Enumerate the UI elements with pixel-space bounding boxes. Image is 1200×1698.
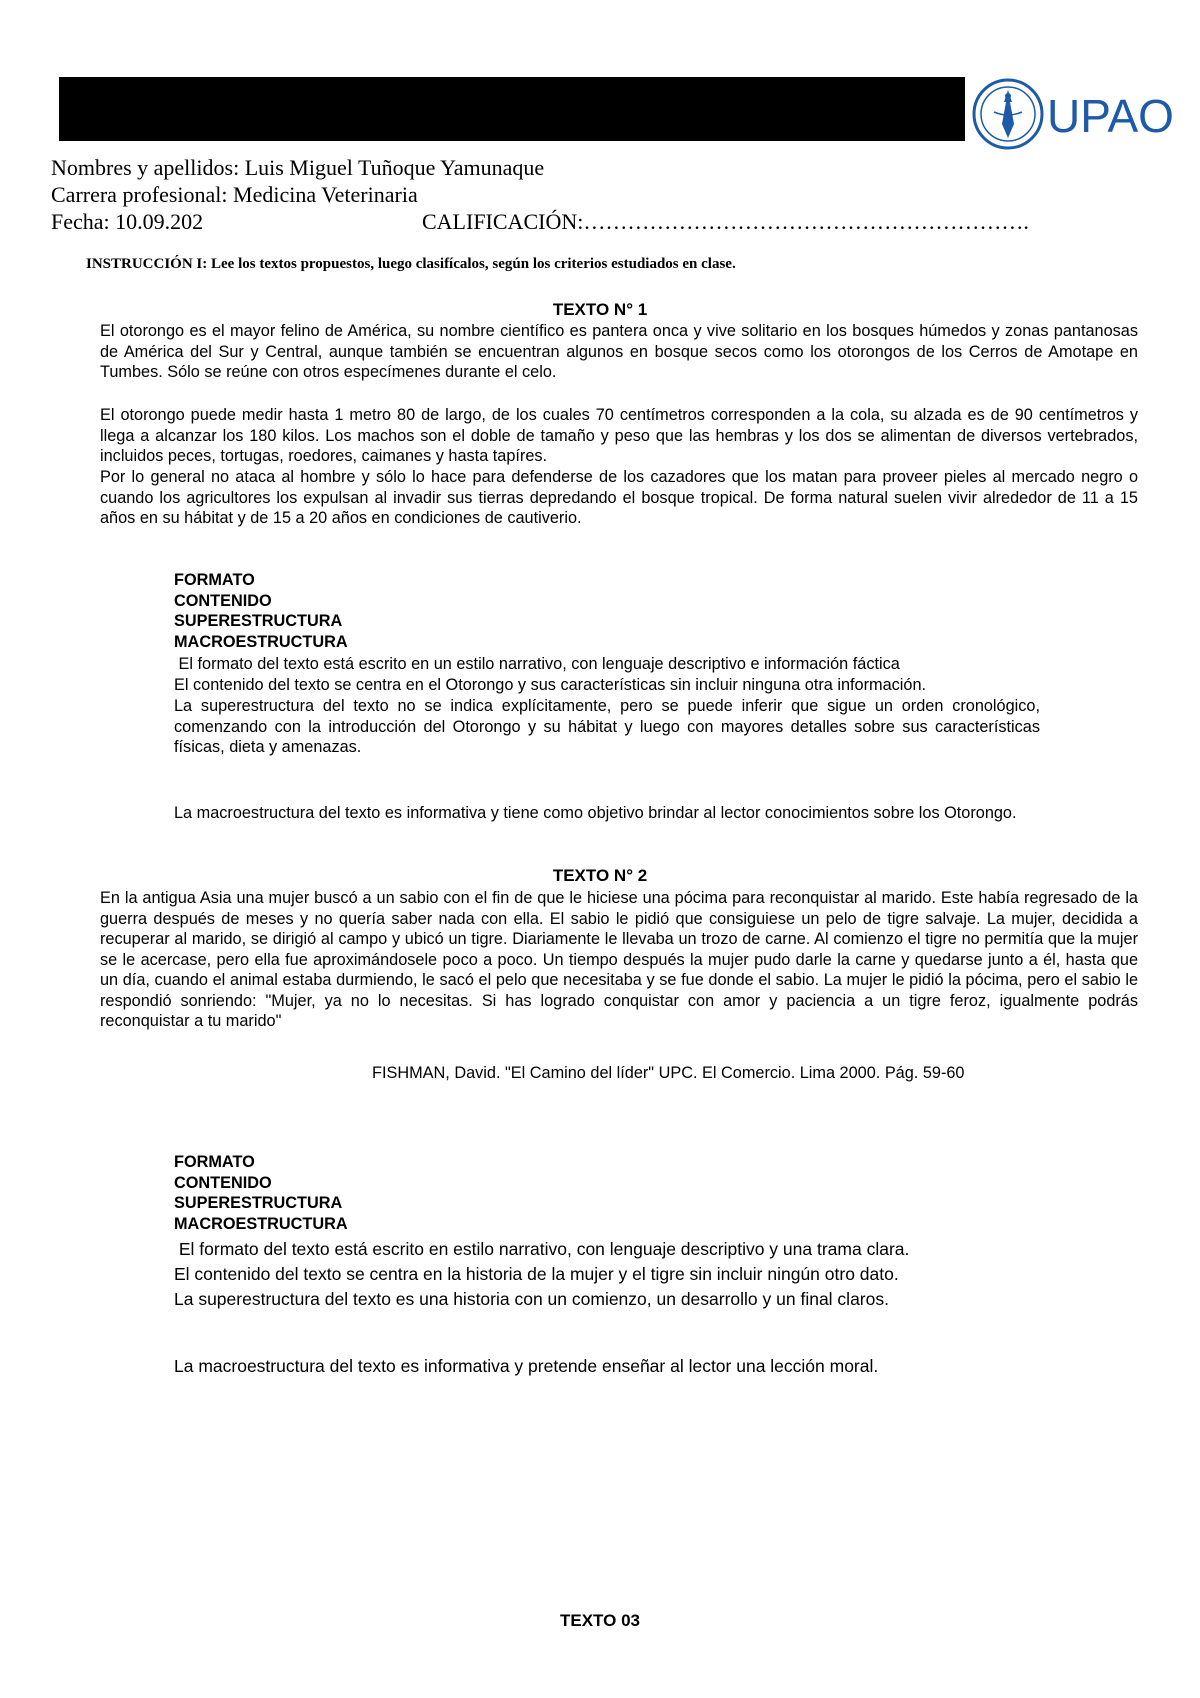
career-line: Carrera profesional: Medicina Veterinaria [51,182,418,207]
text1-paragraph-3: Por lo general no ataca al hombre y sólo lo hace para defenderse de los cazadores que los matan para proveer pieles al mercado negro o cuando los agricultores los expulsan al invadir sus tierras depredando el bosque tropical. De forma natural suelen vivir alrededor de 11 a 15 años en su hábitat y de 15 a 20 años en condiciones de cautiverio. [100,468,1138,527]
label-contenido: CONTENIDO [174,591,272,610]
label-formato: FORMATO [174,1153,255,1171]
grade-line: CALIFICACIÓN:……………………………………………………. [422,209,1029,234]
label-superestructura: SUPERESTRUCTURA [174,612,343,630]
header-black-bar [59,77,965,141]
logo-wordmark: UPAO [1047,90,1174,142]
text1-paragraph-2: El otorongo puede medir hasta 1 metro 80 de largo, de los cuales 70 centímetros corresponden a la cola, su alzada es de 90 centímetros y llega a alcanzar los 180 kilos. Los machos son el doble de tamaño y peso que las hembras y los dos se alimentan de diversos vertebrados, incluidos peces, tortugas, roedores, caimanes y hasta tapíres. [100,406,1138,465]
student-name-line: Nombres y apellidos: Luis Miguel Tuñoque Yamunaque [51,155,545,180]
instruction-text: INSTRUCCIÓN I: Lee los textos propuestos, luego clasifícalos, según los criterios estudiados en clase. [86,256,736,272]
text1-criteria-labels [174,570,348,652]
text1-answer-formato: El formato del texto está escrito en un estilo narrativo, con lenguaje descriptivo e información fáctica [174,655,900,673]
text1-title: TEXTO N° 1 [552,300,648,319]
date-line: Fecha: 10.09.202 [51,209,204,234]
text2-answer-superestructura: La superestructura del texto es una historia con un comienzo, un desarrollo y un final claros. [174,1289,889,1309]
text2-answer-formato: El formato del texto está escrito en estilo narrativo, con lenguaje descriptivo y una trama clara. [174,1239,910,1259]
text1-paragraph-1: El otorongo es el mayor felino de América, su nombre científico es pantera onca y vive solitario en los bosques húmedos y zonas pantanosas de América del Sur y Central, aunque también se encuentran algunos en bosque secos como los otorongos de los Cerros de Amotape en Tumbes. Sólo se reúne con otros especímenes durante el celo. [100,322,1138,381]
text1-answer-macroestructura: La macroestructura del texto es informativa y tiene como objetivo brindar al lector conocimientos sobre los Otorongo. [174,804,1017,822]
label-macroestructura: MACROESTRUCTURA [174,1214,348,1233]
label-contenido: CONTENIDO [174,1173,272,1192]
text1-answer-superestructura: La superestructura del texto no se indica explícitamente, pero se puede inferir que sigue un orden cronológico, comenzando con la introducción del Otorongo y su hábitat y luego con mayores detalles sobre sus características físicas, dieta y amenazas. [174,697,1040,756]
label-macroestructura: MACROESTRUCTURA [174,632,348,651]
text2-title: TEXTO N° 2 [552,866,648,885]
text2-criteria-labels [174,1152,348,1234]
text2-answer-macroestructura: La macroestructura del texto es informativa y pretende enseñar al lector una lección moral. [174,1356,879,1376]
text2-paragraph: En la antigua Asia una mujer buscó a un sabio con el fin de que le hiciese una pócima para reconquistar al marido. Este había regresado de la guerra después de meses y no quería saber nada con ella. El sabio le pidió que consiguiese un pelo de tigre salvaje. La mujer, decidida a recuperar al marido, se dirigió al campo y ubicó un tigre. Diariamente le llevaba un trozo de carne. Al comienzo el tigre no permitía que la mujer se le acercase, pero ella fue aproximándosele poco a poco. Un tiempo después la mujer pudo darle la carne y quedarse junto a él, hasta que un día, cuando el animal estaba durmiendo, le sacó el pelo que necesitaba y se fue donde el sabio. La mujer le pidió la pócima, pero el sabio le respondió sonriendo: "Mujer, ya no lo necesitas. Si has logrado conquistar con amor y paciencia a un tigre feroz, igualmente podrás reconquistar a tu marido" [100,889,1138,1030]
upao-logo [972,72,1174,156]
label-superestructura: SUPERESTRUCTURA [174,1194,343,1212]
label-formato: FORMATO [174,571,255,589]
text3-title: TEXTO 03 [560,1611,640,1630]
text2-citation: FISHMAN, David. "El Camino del líder" UPC. El Comercio. Lima 2000. Pág. 59-60 [372,1064,965,1082]
university-seal-icon [974,80,1042,148]
text1-answer-contenido: El contenido del texto se centra en el Otorongo y sus características sin incluir ninguna otra información. [174,676,927,694]
text2-answer-contenido: El contenido del texto se centra en la historia de la mujer y el tigre sin incluir ningún otro dato. [174,1264,899,1284]
